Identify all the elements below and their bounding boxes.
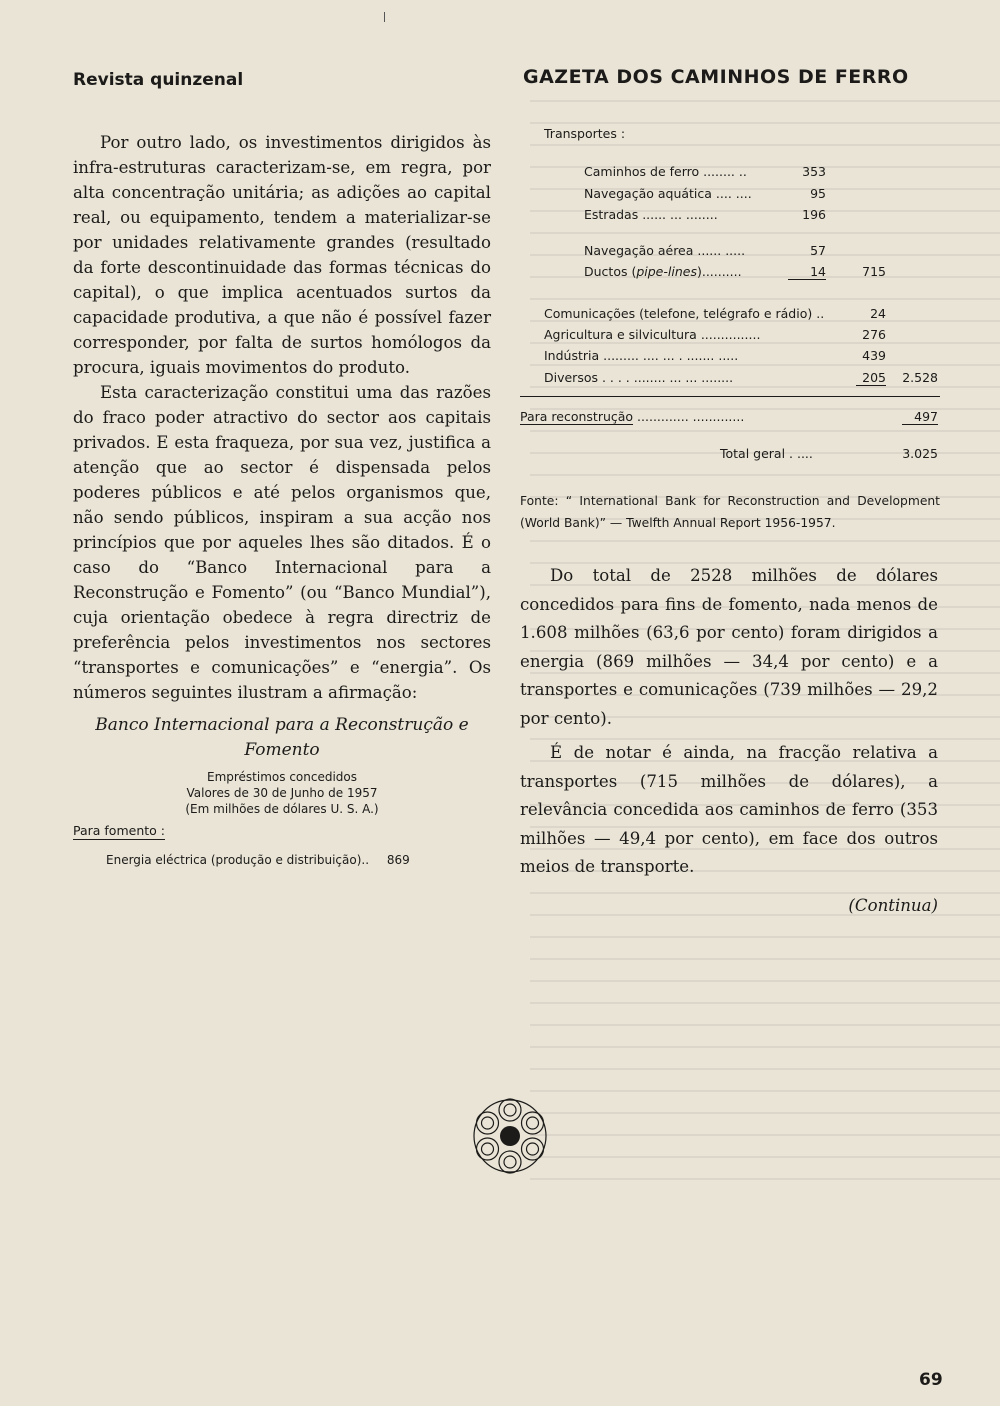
right-column [520, 562, 938, 920]
table-subtitle: Empréstimos concedidos [206, 770, 358, 784]
table-row [520, 409, 940, 427]
table-row [520, 306, 940, 324]
row-label: Caminhos de ferro ........ .. [584, 164, 747, 179]
row-value: 353 [802, 164, 826, 179]
paragraph: Esta caracterização constitui uma das razões do fraco poder atractivo do sector aos capitais privados. E esta fraqueza, por sua vez, justifica a atenção que ao sector é dispensada pelos poderes públicos e até pelos organismos que, não sendo públicos, inspiram a sua acção nos princípios que por aqueles lhes são ditados. É o caso do “Banco Internacional para a Reconstrução e Fomento” (ou “Banco Mundial”), cuja orientação obedece à regra directriz de preferência pelos investimentos nos sectores “transportes e comunicações” e “energia”. Os números seguintes ilustram a afirmação: [73, 383, 491, 702]
row-value: 196 [802, 207, 826, 222]
header-left: Revista quinzenal [73, 70, 244, 90]
paragraph: Por outro lado, os investimentos dirigidos às infra-estruturas caracterizam-se, em regra, por alta concentração unitária; as adições ao capital real, ou equipamento, tendem a materializar-se por unidades relativamente grandes (resultado da forte descontinuidade das formas técnicas do capital), o que implica acentuados surtos da capacidade produtiva, a que não é possível fazer corresponder, por falta de surtos homólogos da procura, iguais movimentos do produto. [73, 133, 491, 377]
row-value: 57 [810, 243, 826, 258]
paragraph: Do total de 2528 milhões de dólares concedidos para fins de fomento, nada menos de 1.608 milhões (63,6 por cento) foram dirigidos a energia (869 milhões — 34,4 por cento) e a transportes e comunicações (739 milhões — 29,2 por cento). [520, 566, 938, 728]
row-value: 869 [386, 853, 410, 867]
row-value: 497 [878, 409, 938, 424]
row-value: 205 [826, 370, 886, 385]
table-row [520, 186, 940, 204]
fomento-label: Para fomento : [73, 823, 165, 838]
header-right: GAZETA DOS CAMINHOS DE FERRO [523, 66, 909, 88]
row-label: Total geral . .... [720, 446, 813, 461]
row-label: Para reconstrução ............. ............. [520, 409, 745, 424]
table-row [520, 207, 940, 225]
continua-label: (Continua) [848, 895, 938, 915]
row-label: Navegação aérea ...... ..... [584, 243, 746, 258]
bank-title: Banco Internacional para a Reconstrução e Fomento [95, 715, 469, 760]
table-row [520, 164, 940, 182]
table-row [520, 243, 940, 261]
paragraph: É de notar é ainda, na fracção relativa a transportes (715 milhões de dólares), a relevância concedida aos caminhos de ferro (353 milhões — 49,4 por cento), em face dos outros meios de transporte. [520, 743, 938, 876]
row-value: 14 [766, 264, 826, 279]
table-divider [520, 396, 940, 397]
left-column [73, 130, 491, 868]
row-total: 715 [862, 264, 886, 279]
row-label: Navegação aquática .... .... [584, 186, 752, 201]
page-number: 69 [919, 1370, 943, 1390]
row-label: Indústria ......... .... ... . ....... ..... [544, 348, 739, 363]
row-value: 3.025 [902, 446, 938, 461]
row-value: 439 [862, 348, 886, 363]
row-label: Estradas ...... ... ........ [584, 207, 718, 222]
row-label: Ductos (pipe-lines).......... [584, 264, 742, 279]
table-subtitle: Valores de 30 de Junho de 1957 [186, 786, 378, 800]
row-total: 2.528 [902, 370, 938, 385]
scan-mark [384, 12, 385, 22]
table-row-energia [106, 852, 491, 868]
row-label: Comunicações (telefone, telégrafo e rádio) .. [544, 306, 825, 321]
wire-rope-cross-section-icon [470, 1096, 550, 1176]
source-note: Fonte: “ International Bank for Reconstruction and Development (World Bank)” — Twelfth Annual Report 1956-1957. [520, 494, 940, 530]
row-value: 24 [870, 306, 886, 321]
row-value: 276 [862, 327, 886, 342]
table-row [520, 264, 940, 282]
table-row [520, 327, 940, 345]
table-row [520, 370, 940, 388]
table-subtitle: (Em milhões de dólares U. S. A.) [185, 802, 379, 816]
row-label: Transportes : [544, 126, 626, 141]
table-row [520, 446, 940, 464]
table-row [520, 126, 940, 144]
table-row [520, 348, 940, 366]
row-label: Energia eléctrica (produção e distribuição).. [106, 853, 370, 867]
row-label: Diversos . . . . ........ ... ... ........ [544, 370, 734, 385]
row-label: Agricultura e silvicultura ............... [544, 327, 761, 342]
row-value: 95 [810, 186, 826, 201]
